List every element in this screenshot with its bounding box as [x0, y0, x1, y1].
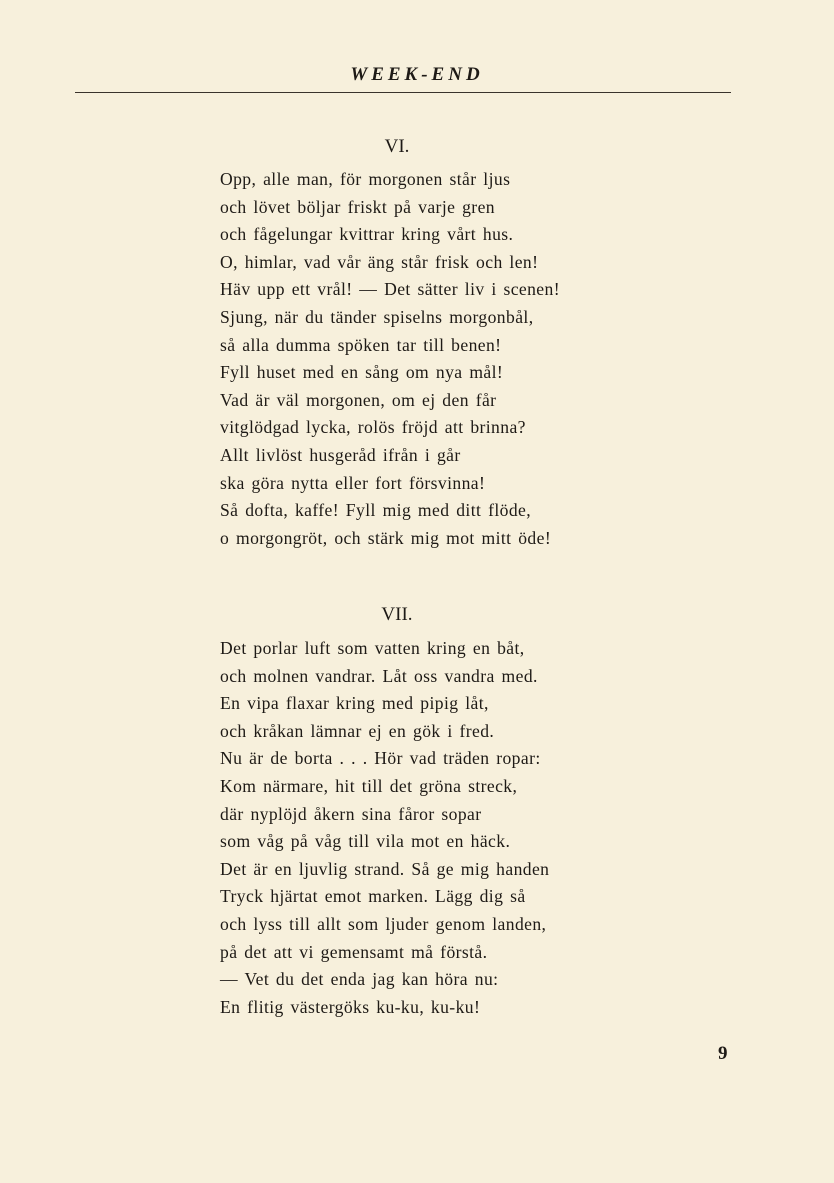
poem-line: och fågelungar kvittrar kring vårt hus.: [220, 224, 514, 245]
poem-line: En flitig västergöks ku-ku, ku-ku!: [220, 996, 481, 1017]
poem-line: Så dofta, kaffe! Fyll mig med ditt flöde,: [220, 500, 532, 521]
poem-line: Kom närmare, hit till det gröna streck,: [220, 775, 518, 796]
poem-line: som våg på våg till vila mot en häck.: [220, 831, 511, 852]
poem-line: vitglödgad lycka, rolös fröjd att brinna?: [220, 417, 526, 438]
poem-line: — Vet du det enda jag kan höra nu:: [220, 969, 499, 990]
poem-line: på det att vi gemensamt må förstå.: [220, 941, 488, 962]
poem-line: där nyplöjd åkern sina fåror sopar: [220, 803, 482, 824]
poem-stanza-vi: [220, 166, 560, 552]
poem-line: Opp, alle man, för morgonen står ljus: [220, 169, 511, 189]
section-heading-vii: VII.: [381, 604, 413, 625]
poem-line: En vipa flaxar kring med pipig låt,: [220, 693, 489, 714]
poem-line: Häv upp ett vrål! — Det sätter liv i scenen!: [220, 279, 560, 300]
poem-line: Allt livlöst husgeråd ifrån i går: [220, 444, 461, 465]
poem-line: Fyll huset med en sång om nya mål!: [220, 362, 504, 383]
poem-line: och lyss till allt som ljuder genom landen,: [220, 913, 547, 934]
poem-line: så alla dumma spöken tar till benen!: [220, 334, 502, 355]
poem-line: och lövet böljar friskt på varje gren: [220, 196, 495, 217]
poem-line: Det porlar luft som vatten kring en båt,: [220, 638, 525, 658]
poem-line: Vad är väl morgonen, om ej den får: [220, 389, 497, 410]
header-rule: [75, 92, 731, 93]
poem-line: O, himlar, vad vår äng står frisk och len!: [220, 251, 539, 272]
poem-line: Nu är de borta . . . Hör vad träden ropar:: [220, 748, 541, 769]
poem-stanza-vii: [220, 635, 549, 1021]
page-number: 9: [718, 1043, 728, 1064]
section-heading-vi: VI.: [384, 136, 410, 157]
running-title: WEEK-END: [350, 64, 484, 85]
poem-line: och molnen vandrar. Låt oss vandra med.: [220, 665, 538, 686]
poem-line: och kråkan lämnar ej en gök i fred.: [220, 720, 495, 741]
poem-line: ska göra nytta eller fort försvinna!: [220, 472, 486, 493]
poem-line: o morgongröt, och stärk mig mot mitt öde!: [220, 527, 552, 548]
poem-line: Sjung, när du tänder spiselns morgonbål,: [220, 306, 534, 327]
poem-line: Tryck hjärtat emot marken. Lägg dig så: [220, 886, 526, 907]
poem-line: Det är en ljuvlig strand. Så ge mig handen: [220, 858, 550, 879]
